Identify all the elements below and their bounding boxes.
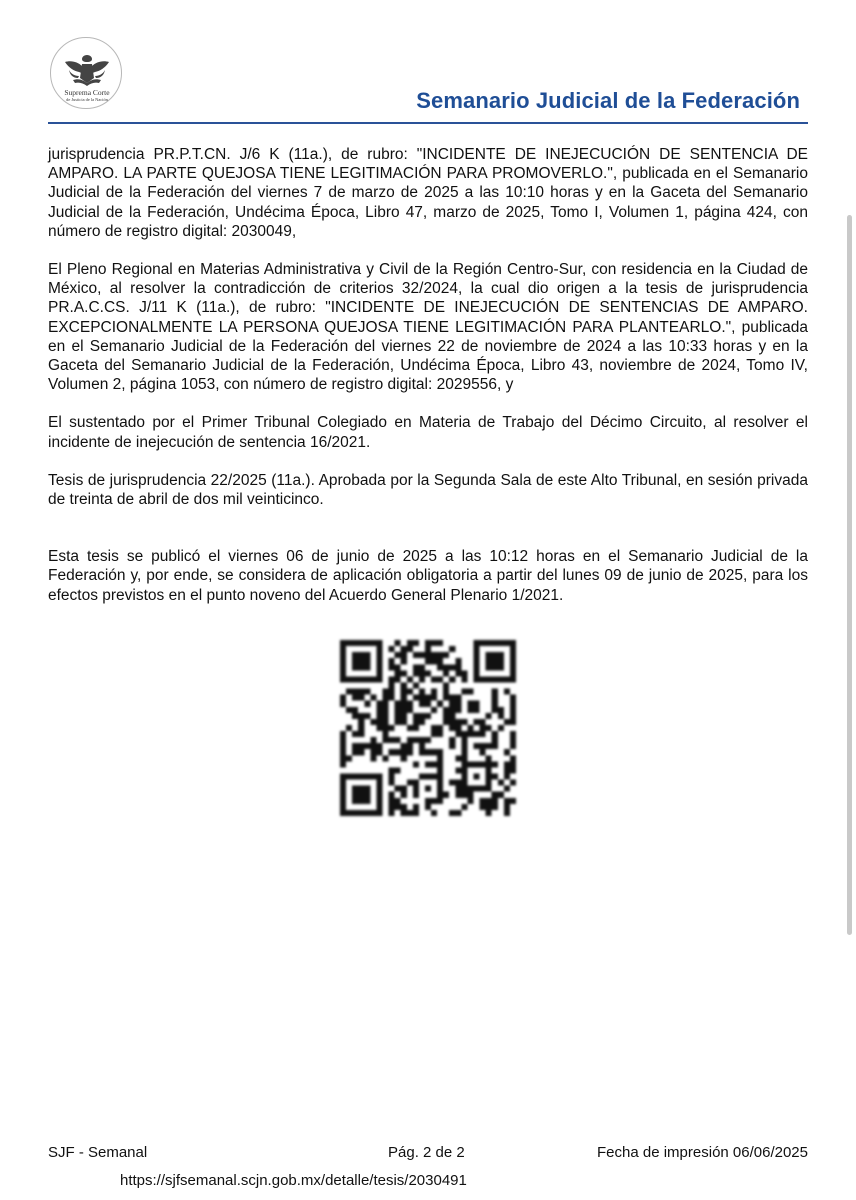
footer-publication: SJF - Semanal [48,1144,148,1161]
header-divider [48,122,808,124]
footer-page-number: Pág. 2 de 2 [388,1144,465,1161]
paragraph-2: El Pleno Regional en Materias Administrativa y Civil de la Región Centro-Sur, con residencia en la Ciudad de México, al resolver la contradicción de criterios 32/2024, la cual dio origen a la tesis de jurisprudencia PR.A.C.CS. J/11 K (11a.), de rubro: "INCIDENTE DE INEJECUCIÓN DE SENTENCIAS DE AMPARO. EXCEPCIONALMENTE LA PERSONA QUEJOSA TIENE LEGITIMACIÓN PARA PLANTEARLO.", publicada en el Semanario Judicial de la Federación del viernes 22 de noviembre de 2024 a las 10:33 horas y en la Gaceta del Semanario Judicial de la Federación, Undécima Época, Libro 43, noviembre de 2024, Tomo IV, Volumen 2, página 1053, con número de registro digital: 2029556, y [48,261,808,394]
paragraph-5: Esta tesis se publicó el viernes 06 de junio de 2025 a las 10:12 horas en el Semanario Judicial de la Federación y, por ende, se considera de aplicación obligatoria a partir del lunes 09 de junio de 2025, para los efectos previstos en el punto noveno del Acuerdo General Plenario 1/2021. [48,548,808,604]
qr-code-icon[interactable] [340,640,516,816]
footer-print-date: Fecha de impresión 06/06/2025 [597,1144,808,1161]
paragraph-3: El sustentado por el Primer Tribunal Colegiado en Materia de Trabajo del Décimo Circuito, al resolver el incidente de inejecución de sentencia 16/2021. [48,414,808,451]
logo-text-line2: de Justicia de la Nación [66,97,108,102]
paragraph-4: Tesis de jurisprudencia 22/2025 (11a.). Aprobada por la Segunda Sala de este Alto Tribunal, en sesión privada de treinta de abril de dos mil veinticinco. [48,471,808,509]
logo-text-line1: Suprema Corte [64,88,110,97]
scjn-logo [50,37,122,109]
header-title: Semanario Judicial de la Federación [416,88,800,113]
paragraph-1: jurisprudencia PR.P.T.CN. J/6 K (11a.), de rubro: "INCIDENTE DE INEJECUCIÓN DE SENTENCIA DE AMPARO. LA PARTE QUEJOSA TIENE LEGITIMACIÓN PARA PROMOVERLO.", publicada en el Semanario Judicial de la Federación del viernes 7 de marzo de 2025 a las 10:10 horas y en la Gaceta del Semanario Judicial de la Federación, Undécima Época, Libro 47, marzo de 2025, Tomo I, Volumen 1, página 424, con número de registro digital: 2030049, [48,146,808,240]
scrollbar[interactable] [847,215,852,935]
document-body [48,145,808,605]
footer-url-link[interactable]: https://sjfsemanal.scjn.gob.mx/detalle/tesis/2030491 [120,1172,467,1189]
